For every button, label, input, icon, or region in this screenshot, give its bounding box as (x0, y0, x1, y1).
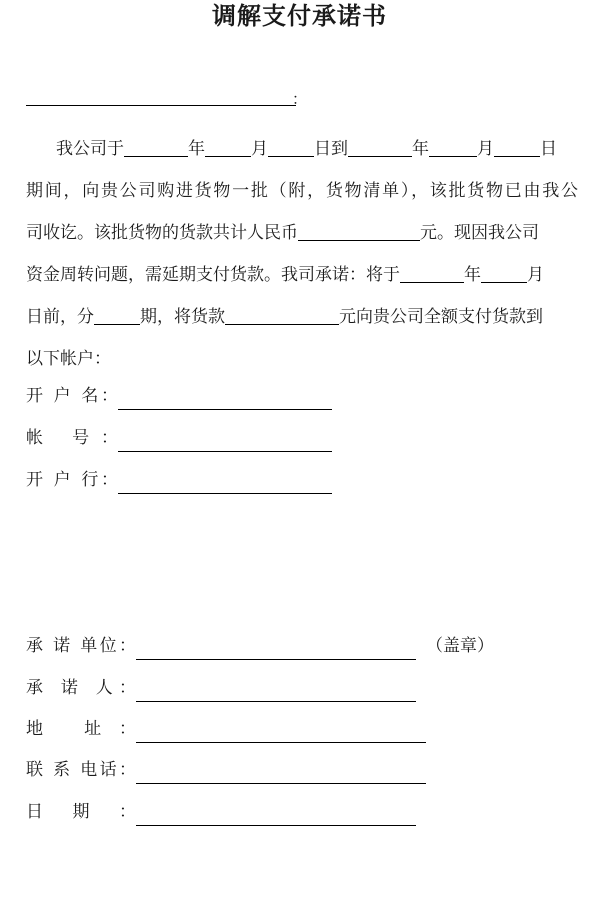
commitment-body (26, 128, 578, 380)
due-month-blank[interactable] (481, 264, 527, 283)
end-month-blank[interactable] (429, 138, 477, 157)
phone-row (26, 756, 426, 784)
due-year-blank[interactable] (400, 264, 464, 283)
total-amount-blank[interactable] (298, 222, 420, 241)
account-number-label: 帐 号： (26, 428, 118, 448)
account-name-input[interactable] (118, 389, 332, 410)
promisor-unit-row (26, 632, 494, 660)
stamp-note: （盖章） (426, 636, 494, 656)
address-input[interactable] (136, 722, 426, 743)
payment-amount-blank[interactable] (225, 306, 339, 325)
account-number-row (26, 424, 332, 452)
body-line-1: 我公司于 年 月 日到 年 月 日 (56, 139, 557, 159)
phone-input[interactable] (136, 763, 426, 784)
promisor-person-row (26, 674, 416, 702)
addressee-blank[interactable] (26, 86, 296, 106)
bank-label: 开 户 行： (26, 470, 118, 490)
account-name-row (26, 382, 332, 410)
date-row (26, 798, 416, 826)
account-number-input[interactable] (118, 431, 332, 452)
start-month-blank[interactable] (205, 138, 251, 157)
account-name-label: 开 户 名： (26, 386, 118, 406)
date-label: 日 期 ： (26, 802, 136, 822)
phone-label: 联 系 电话： (26, 760, 136, 780)
addressee-colon: ： (292, 90, 308, 108)
start-day-blank[interactable] (268, 138, 314, 157)
address-row (26, 715, 426, 743)
address-label: 地 址： (26, 719, 136, 739)
installments-blank[interactable] (94, 306, 140, 325)
body-line-6: 以下帐户： (26, 349, 111, 369)
promisor-person-input[interactable] (136, 681, 416, 702)
document-title: 调解支付承诺书 (212, 2, 387, 30)
end-year-blank[interactable] (348, 138, 412, 157)
start-year-blank[interactable] (124, 138, 188, 157)
body-line-3: 司收讫。该批货物的货款共计人民币 元。现因我公司 (26, 223, 539, 243)
promisor-unit-label: 承 诺 单位： (26, 636, 136, 656)
promisor-unit-input[interactable] (136, 639, 416, 660)
body-line-5: 日前，分 期，将货款 元向贵公司全额支付货款到 (26, 307, 543, 327)
body-line-4: 资金周转问题，需延期支付货款。我司承诺：将于 年 月 (26, 265, 544, 285)
date-input[interactable] (136, 805, 416, 826)
bank-input[interactable] (118, 473, 332, 494)
promisor-person-label: 承 诺 人： (26, 678, 136, 698)
bank-row (26, 466, 332, 494)
end-day-blank[interactable] (494, 138, 540, 157)
body-line-2: 期间，向贵公司购进货物一批（附，货物清单），该批货物已由我公 (26, 181, 578, 201)
